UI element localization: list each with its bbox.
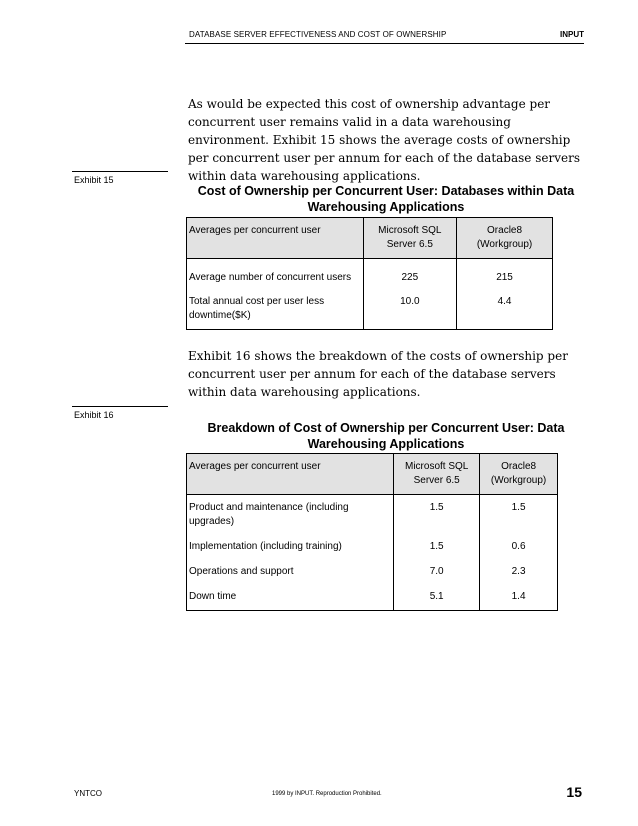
row-label: Operations and support bbox=[189, 566, 294, 577]
page-number: 15 bbox=[566, 784, 582, 800]
header-rule bbox=[185, 43, 584, 44]
row-label: Total annual cost per user less downtime($K) bbox=[189, 296, 325, 321]
sql-server-value: 225 bbox=[363, 259, 457, 286]
oracle-value: 1.4 bbox=[480, 579, 558, 611]
column-header: Averages per concurrent user bbox=[187, 218, 364, 259]
row-label: Implementation (including training) bbox=[189, 541, 342, 552]
exhibit-16-label: Exhibit 16 bbox=[74, 410, 114, 420]
oracle-value: 1.5 bbox=[480, 495, 558, 530]
sql-server-value: 1.5 bbox=[394, 529, 480, 554]
table-row bbox=[187, 495, 558, 530]
exhibit-15-label: Exhibit 15 bbox=[74, 175, 114, 185]
row-label: Down time bbox=[189, 591, 237, 602]
sql-server-value: 1.5 bbox=[394, 495, 480, 530]
column-header: Microsoft SQL Server 6.5 bbox=[363, 218, 457, 259]
sql-server-value: 10.0 bbox=[363, 285, 457, 330]
row-label: Product and maintenance (including upgrades) bbox=[189, 502, 349, 527]
sql-server-value: 7.0 bbox=[394, 554, 480, 579]
intro-paragraph: As would be expected this cost of ownership advantage per concurrent user remains valid in a data warehousing environment. Exhibit 15 shows the average costs of ownership per concurrent user per annum for each of the database servers within data warehousing applications. bbox=[188, 97, 580, 183]
exhibit-16-title: Breakdown of Cost of Ownership per Concurrent User: Data Warehousing Applications bbox=[207, 421, 565, 451]
column-header: Oracle8 (Workgroup) bbox=[480, 454, 558, 495]
column-header: Microsoft SQL Server 6.5 bbox=[394, 454, 480, 495]
row-label: Average number of concurrent users bbox=[189, 272, 352, 283]
exhibit-16-table bbox=[186, 453, 558, 611]
exhibit-15-table bbox=[186, 217, 553, 330]
column-header: Averages per concurrent user bbox=[187, 454, 394, 495]
exhibit-15-title: Cost of Ownership per Concurrent User: Databases within Data Warehousing Applications bbox=[197, 184, 575, 214]
table-row bbox=[187, 259, 553, 286]
table-row bbox=[187, 579, 558, 611]
table-row bbox=[187, 285, 553, 330]
footer-code: YNTCO bbox=[74, 789, 102, 798]
exhibit-16-paragraph: Exhibit 16 shows the breakdown of the costs of ownership per concurrent user per annum for each of the database servers within data warehousing applications. bbox=[188, 349, 568, 399]
oracle-value: 4.4 bbox=[457, 285, 553, 330]
sql-server-value: 5.1 bbox=[394, 579, 480, 611]
running-header-title: DATABASE SERVER EFFECTIVENESS AND COST OF OWNERSHIP bbox=[189, 30, 447, 39]
table-row bbox=[187, 554, 558, 579]
column-header: Oracle8 (Workgroup) bbox=[457, 218, 553, 259]
exhibit-15-rule bbox=[72, 171, 168, 172]
table-header-row bbox=[187, 454, 558, 495]
oracle-value: 2.3 bbox=[480, 554, 558, 579]
oracle-value: 215 bbox=[457, 259, 553, 286]
footer-copyright: 1999 by INPUT. Reproduction Prohibited. bbox=[272, 791, 382, 797]
exhibit-16-rule bbox=[72, 406, 168, 407]
running-header-section: INPUT bbox=[560, 30, 584, 39]
oracle-value: 0.6 bbox=[480, 529, 558, 554]
table-row bbox=[187, 529, 558, 554]
table-header-row bbox=[187, 218, 553, 259]
